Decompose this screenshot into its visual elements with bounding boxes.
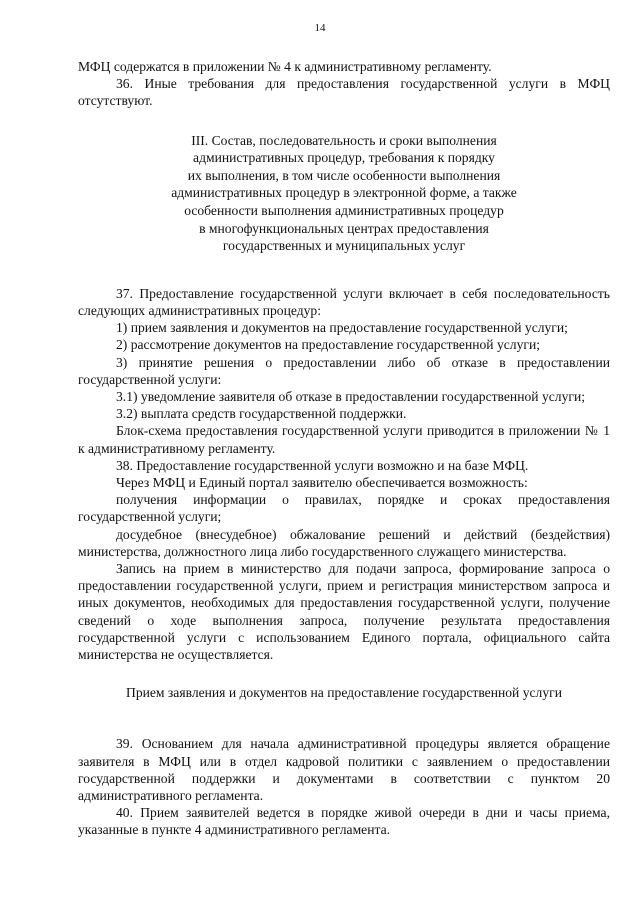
- paragraph-36: 36. Иные требования для предоставления государственной услуги в МФЦ отсутствуют.: [78, 76, 610, 109]
- paragraph-block-diagram: Блок-схема предоставления государственной услуги приводится в приложении № 1 к административному регламенту.: [78, 423, 610, 456]
- list-item-procedure-1: 1) прием заявления и документов на предоставление государственной услуги;: [116, 320, 568, 336]
- paragraph-38: 38. Предоставление государственной услуги возможно и на базе МФЦ.: [116, 457, 529, 473]
- section-title-line: в многофункциональных центрах предоставления: [199, 220, 489, 236]
- section-title-line: административных процедур в электронной форме, а также: [171, 185, 517, 201]
- list-item-procedure-3-1: 3.1) уведомление заявителя об отказе в предоставлении государственной услуги;: [116, 388, 585, 404]
- list-item-procedure-2: 2) рассмотрение документов на предоставление государственной услуги;: [116, 337, 541, 353]
- page-number: 14: [314, 22, 326, 34]
- section-title: [78, 132, 610, 255]
- list-item-appeal: досудебное (внесудебное) обжалование решений и действий (бездействия) министерства, должностного лица либо государственного служащего министерства.: [78, 526, 610, 559]
- section-title-line: III. Состав, последовательность и сроки выполнения: [191, 132, 497, 148]
- paragraph-appointment: Запись на прием в министерство для подачи запроса, формирование запроса о предоставлении государственной услуги, прием и регистрация министерством запроса и иных документов, необходимых для предоставления государственной услуги, получение сведений о ходе выполнения запроса, получение результата предоставления государственной услуги с использованием Единого портала, официального сайта министерства не осуществляется.: [78, 561, 610, 663]
- paragraph-mfc-portal: Через МФЦ и Единый портал заявителю обеспечивается возможность:: [116, 475, 528, 490]
- list-item-procedure-3: 3) принятие решения о предоставлении либо об отказе в предоставлении государственной услуги:: [78, 354, 610, 387]
- section-title-line: их выполнения, в том числе особенности выполнения: [187, 167, 501, 183]
- list-item-information: получения информации о правилах, порядке и сроках предоставления государственной услуги;: [78, 492, 610, 525]
- paragraph-39: 39. Основанием для начала административной процедуры является обращение заявителя в МФЦ или в отдел кадровой политики с заявлением о предоставлении государственной поддержки и документами в соответствии с пунктом 20 административного регламента.: [78, 736, 610, 804]
- paragraph-40: 40. Прием заявителей ведется в порядке живой очереди в дни и часы приема, указанные в пункте 4 административного регламента.: [78, 805, 610, 838]
- section-title-line: особенности выполнения административных процедур: [184, 202, 504, 218]
- section-title-line: государственных и муниципальных услуг: [222, 238, 466, 254]
- document-body: [78, 58, 610, 839]
- section-title-line: административных процедур, требования к порядку: [193, 150, 495, 166]
- paragraph-37: 37. Предоставление государственной услуги включает в себя последовательность следующих административных процедур:: [78, 285, 610, 318]
- paragraph-mfc-appendix: МФЦ содержатся в приложении № 4 к административному регламенту.: [78, 59, 492, 74]
- list-item-procedure-3-2: 3.2) выплата средств государственной поддержки.: [116, 406, 407, 422]
- subsection-heading: Прием заявления и документов на предоставление государственной услуги: [126, 685, 562, 701]
